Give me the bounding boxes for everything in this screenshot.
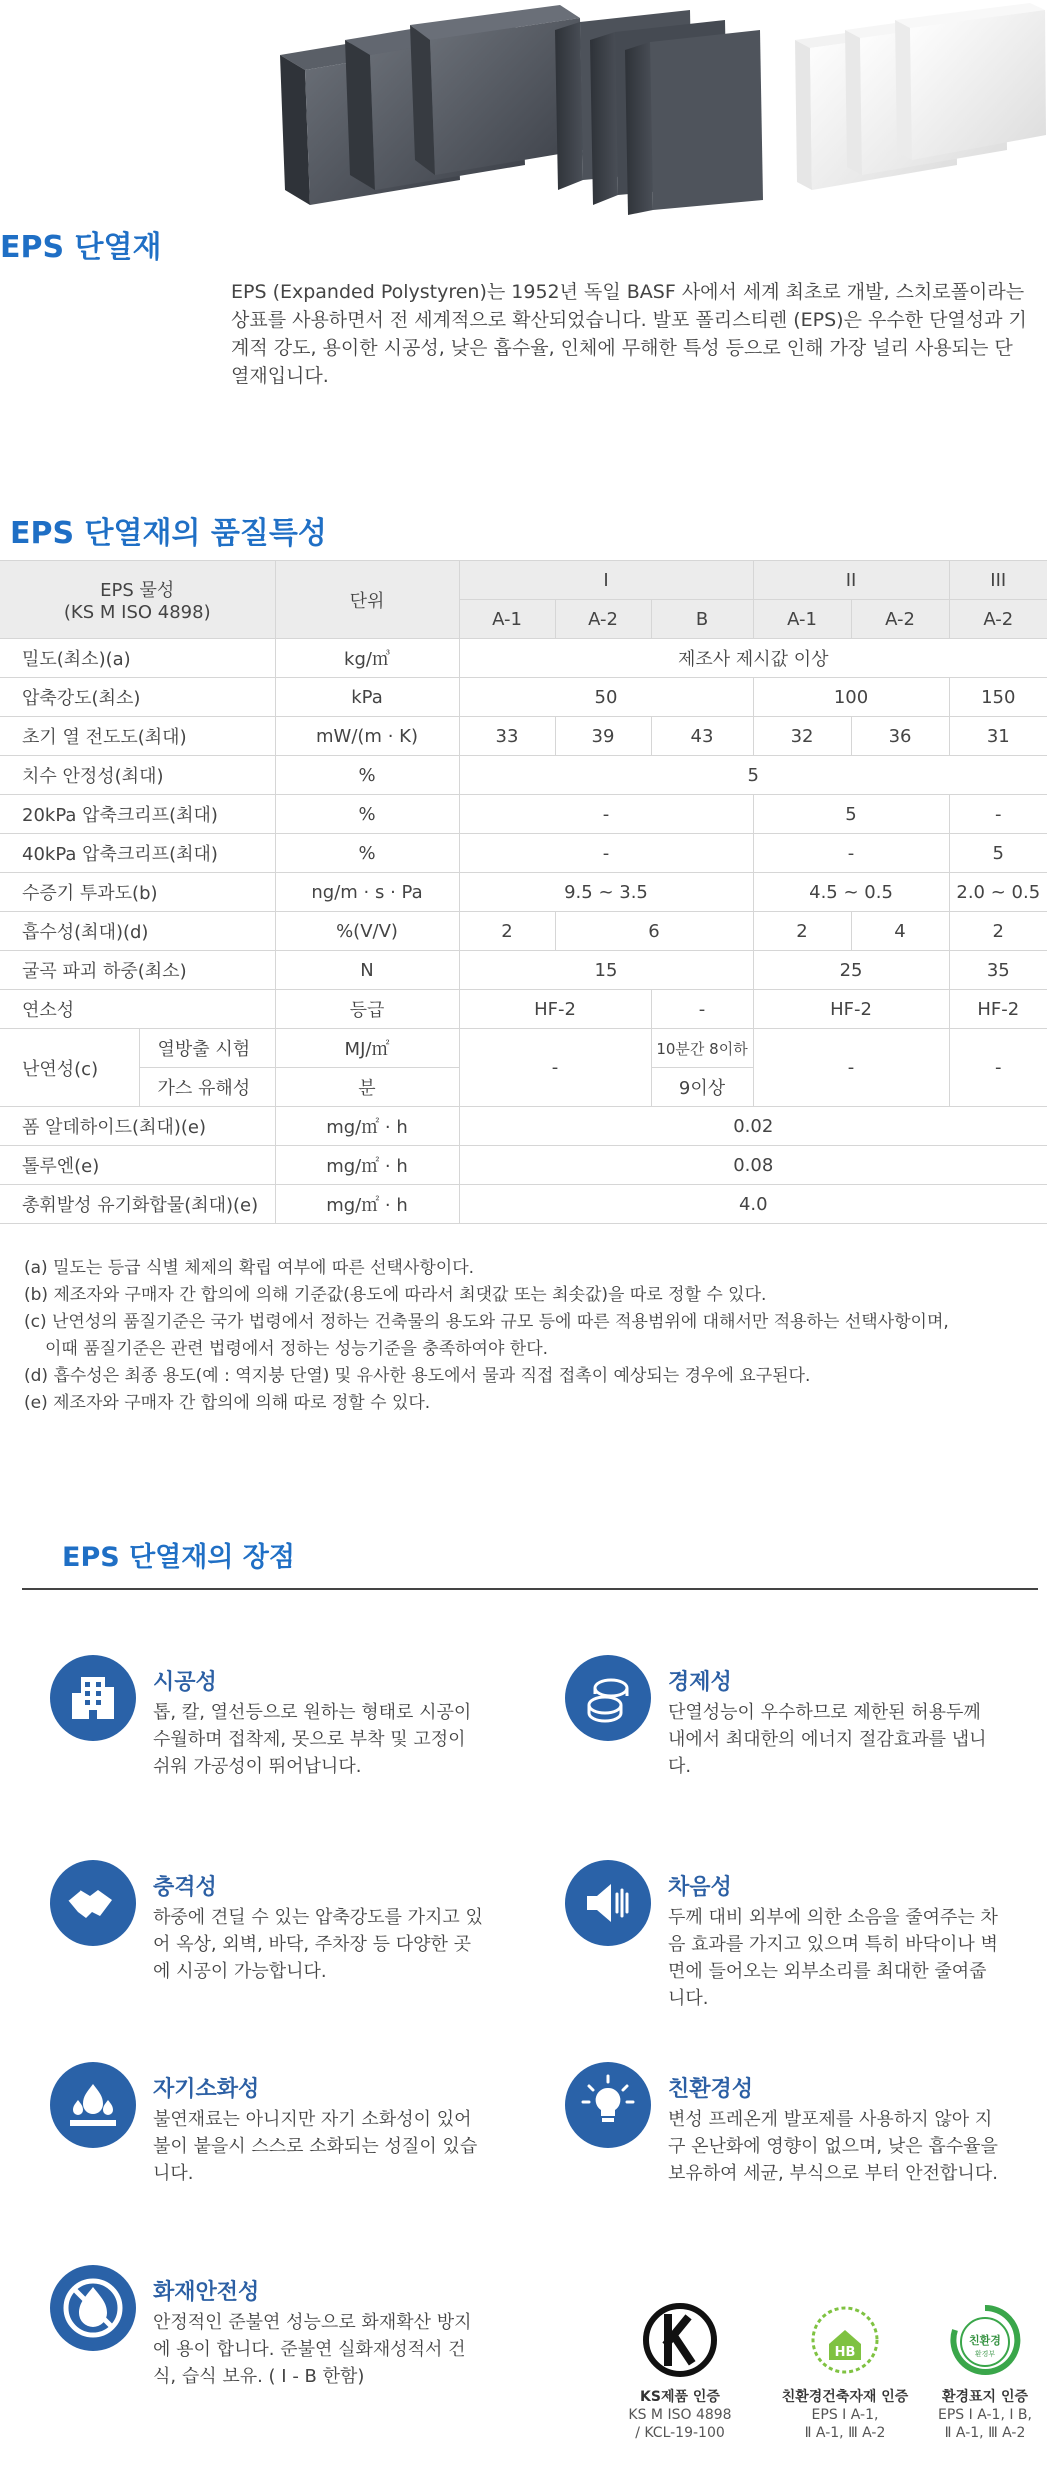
- merit-text: 변성 프레온게 발포제를 사용하지 않아 지구 온난화에 영향이 없으며, 낮은 흡수율을 보유하여 세균, 부식으로 부터 안전합니다.: [668, 2109, 998, 2184]
- footnote: (c) 난연성의 품질기준은 국가 법령에서 정하는 건축물의 용도와 규모 등에 따른 적용범위에 대해서만 적용하는 선택사항이며,: [24, 1312, 949, 1332]
- merits-section-title: EPS 단열재의 장점: [62, 1542, 295, 1573]
- header-class: A-1: [459, 600, 555, 639]
- merit-title: 경제성: [668, 1670, 732, 1695]
- lightbulb-icon: [565, 2062, 651, 2148]
- header-property: EPS 물성 (KS M ISO 4898): [0, 561, 275, 639]
- table-row: 초기 열 전도도(최대) mW/(m · K) 33 39 43 32 36 31: [0, 717, 1047, 756]
- cert-ks: KS제품 인증 KS M ISO 4898 / KCL-19-100: [605, 2300, 755, 2442]
- cert-eco-label: 친환경 환경부 환경표지 인증 EPS Ⅰ A-1, Ⅰ B, Ⅱ A-1, Ⅲ A-2: [910, 2300, 1047, 2442]
- merit-text: 불연재료는 아니지만 자기 소화성이 있어 불이 붙을시 스스로 소화되는 성질이 있습니다.: [153, 2109, 478, 2184]
- table-row: 압축강도(최소) kPa 50 100 150: [0, 678, 1047, 717]
- merit-text: 단열성능이 우수하므로 제한된 허용두께 내에서 최대한의 에너지 절감효과를 냅니다.: [668, 1702, 987, 1777]
- header-grade-1: I: [459, 561, 753, 600]
- header-class: A-2: [949, 600, 1047, 639]
- no-fire-icon: [50, 2265, 136, 2351]
- building-icon: [50, 1655, 136, 1741]
- header-class: B: [651, 600, 753, 639]
- merit-title: 차음성: [668, 1875, 732, 1900]
- table-row: 치수 안정성(최대) % 5: [0, 756, 1047, 795]
- intro-paragraph: EPS (Expanded Polystyren)는 1952년 독일 BASF 사에서 세계 최초로 개발, 스치로폴이라는 상표를 사용하면서 전 세계적으로 확산되었습니다. 발포 폴리스티렌 (EPS)은 우수한 단열성과 기계적 강도, 용이한 시공성, 낮은 흡수율, 인체에 무해한 특성 등으로 인해 가장 널리 사용되는 단열재입니다.: [231, 281, 1027, 387]
- header-class: A-1: [753, 600, 851, 639]
- merit-item: [50, 1860, 500, 1980]
- merit-title: 충격성: [153, 1875, 217, 1900]
- merit-title: 화재안전성: [153, 2280, 260, 2305]
- footnote: (d) 흡수성은 최종 용도(예 : 역지붕 단열) 및 유사한 용도에서 물과 직접 접촉이 예상되는 경우에 요구된다.: [24, 1366, 811, 1386]
- table-row: 톨루엔(e) mg/㎡ · h 0.08: [0, 1146, 1047, 1185]
- table-row: 40kPa 압축크리프(최대) % - - 5: [0, 834, 1047, 873]
- header-grade-3: III: [949, 561, 1047, 600]
- table-row: 수증기 투과도(b) ng/m · s · Pa 9.5 ~ 3.5 4.5 ~ 0.5 2.0 ~ 0.5: [0, 873, 1047, 912]
- table-row: 총휘발성 유기화합물(최대)(e) mg/㎡ · h 4.0: [0, 1185, 1047, 1224]
- footnote: 이때 품질기준은 관련 법령에서 정하는 성능기준을 충족하여야 한다.: [45, 1339, 549, 1359]
- merit-text: 톱, 칼, 열선등으로 원하는 형태로 시공이 수월하며 접착제, 못으로 부착 및 고정이 쉬워 가공성이 뛰어납니다.: [153, 1702, 472, 1777]
- footnote: (b) 제조자와 구매자 간 합의에 의해 기준값(용도에 따라서 최댓값 또는 최솟값)을 따로 정할 수 있다.: [24, 1285, 767, 1305]
- hero-product-image: [0, 0, 1047, 215]
- merit-title: 친환경성: [668, 2077, 754, 2102]
- table-row: 폼 알데하이드(최대)(e) mg/㎡ · h 0.02: [0, 1107, 1047, 1146]
- table-row: 굴곡 파괴 하중(최소) N 15 25 35: [0, 951, 1047, 990]
- header-class: A-2: [555, 600, 651, 639]
- header-unit: 단위: [275, 561, 459, 639]
- svg-text:환경부: 환경부: [974, 2350, 996, 2358]
- handshake-icon: [50, 1860, 136, 1946]
- eco-label-mark-icon: [945, 2300, 1025, 2380]
- merit-item: [565, 1655, 1015, 1775]
- svg-text:HB: HB: [834, 2345, 856, 2360]
- merit-item: [565, 2062, 1015, 2202]
- merit-text: 두께 대비 외부에 의한 소음을 줄여주는 차음 효과를 가지고 있으며 특히 바닥이나 벽면에 들어오는 외부소리를 최대한 줄여줍니다.: [668, 1907, 998, 2009]
- table-row: 난연성(c) 열방출 시험 MJ/㎡ - 10분간 8이하 - -: [0, 1029, 1047, 1068]
- table-row: 밀도(최소)(a) kg/㎥ 제조사 제시값 이상: [0, 639, 1047, 678]
- merit-item: [565, 1860, 1015, 2009]
- footnote: (e) 제조자와 구매자 간 합의에 의해 따로 정할 수 있다.: [24, 1393, 431, 1413]
- page-title: EPS 단열재: [0, 230, 162, 265]
- flame-icon: [50, 2062, 136, 2148]
- ks-mark-icon: [640, 2300, 720, 2380]
- table-row: 연소성 등급 HF-2 - HF-2 HF-2: [0, 990, 1047, 1029]
- merit-item: [50, 2265, 500, 2395]
- merit-title: 자기소화성: [153, 2077, 260, 2102]
- quality-section-title: EPS 단열재의 품질특성: [10, 516, 327, 551]
- cert-healthy-building: HB 친환경건축자재 인증 EPS Ⅰ A-1, Ⅱ A-1, Ⅲ A-2: [770, 2300, 920, 2442]
- healthy-building-mark-icon: [805, 2300, 885, 2380]
- header-grade-2: II: [753, 561, 949, 600]
- merit-title: 시공성: [153, 1670, 217, 1695]
- speaker-icon: [565, 1860, 651, 1946]
- header-class: A-2: [851, 600, 949, 639]
- svg-text:친환경: 친환경: [969, 2334, 1001, 2347]
- section-divider: [22, 1588, 1038, 1590]
- merit-text: 안정적인 준불연 성능으로 화재확산 방지에 용이 합니다. 준불연 실화재성적서 건식, 습식 보유. ( I - B 한함): [153, 2312, 472, 2387]
- merit-text: 하중에 견딜 수 있는 압축강도를 가지고 있어 옥상, 외벽, 바닥, 주차장 등 다양한 곳에 시공이 가능합니다.: [153, 1907, 483, 1982]
- merit-item: [50, 1655, 500, 1775]
- coins-icon: [565, 1655, 651, 1741]
- quality-spec-table: [0, 560, 1047, 1224]
- footnote: (a) 밀도는 등급 식별 체제의 확립 여부에 따른 선택사항이다.: [24, 1258, 475, 1278]
- table-row: 가스 유해성 분 9이상: [0, 1068, 1047, 1107]
- table-row: 흡수성(최대)(d) %(V/V) 2 6 2 4 2: [0, 912, 1047, 951]
- table-footnotes: [24, 1255, 1034, 1417]
- merit-item: [50, 2062, 500, 2182]
- table-row: 20kPa 압축크리프(최대) % - 5 -: [0, 795, 1047, 834]
